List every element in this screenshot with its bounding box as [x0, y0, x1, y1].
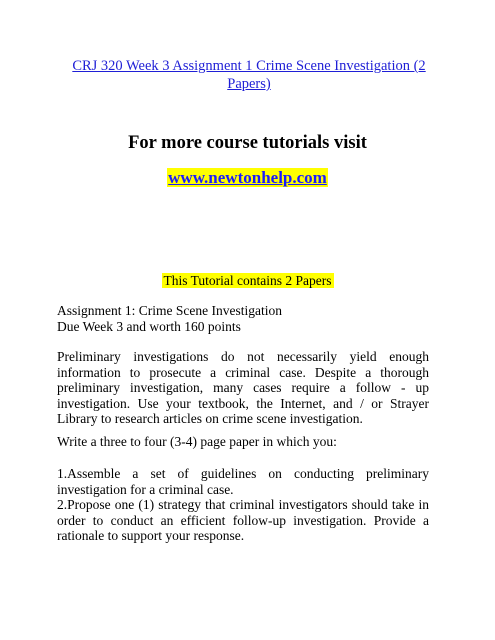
intro-paragraph: Preliminary investigations do not necessarily yield enough information to prosecute a criminal case. Despite a thorough preliminary investigation, many cases require a follow - up investigation. Use your textbook, the Internet, and / or Strayer Library to research articles on crime scene investigation. [57, 349, 429, 427]
list-item: 2.Propose one (1) strategy that criminal investigators should take in order to conduct an efficient follow-up investigation. Provide a rationale to support your response. [57, 497, 429, 544]
site-link[interactable]: www.newtonhelp.com [168, 168, 327, 187]
tutorial-note: This Tutorial contains 2 Papers [163, 273, 332, 288]
requirements-list [57, 466, 429, 544]
document-title-link[interactable]: CRJ 320 Week 3 Assignment 1 Crime Scene Investigation (2 Papers) [72, 58, 426, 92]
tutorial-note-container [0, 272, 495, 289]
due-line: Due Week 3 and worth 160 points [57, 318, 241, 334]
instruction-line: Write a three to four (3-4) page paper in which you: [57, 434, 337, 449]
site-link-container [0, 167, 495, 189]
assignment-heading: Assignment 1: Crime Scene Investigation [57, 303, 282, 318]
list-item: 1.Assemble a set of guidelines on conducting preliminary investigation for a criminal case. [57, 466, 429, 497]
promo-heading: For more course tutorials visit [128, 133, 367, 153]
assignment-header-block [57, 303, 429, 334]
